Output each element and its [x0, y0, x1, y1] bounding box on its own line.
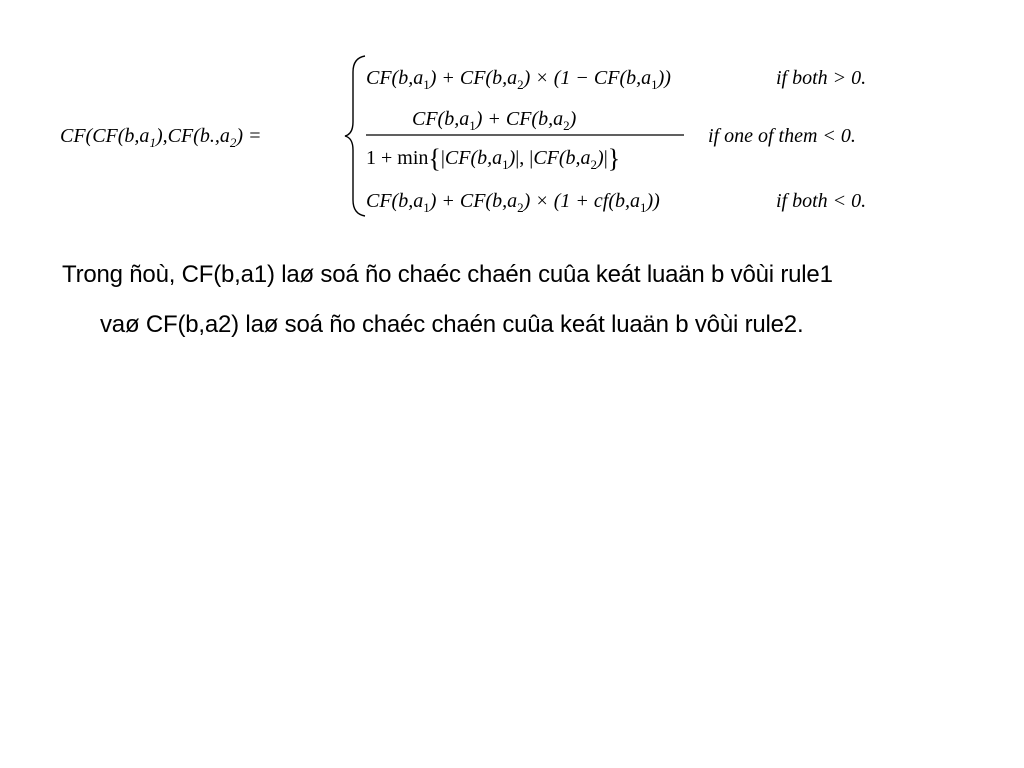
explanation-line-2: vaø CF(b,a2) laø soá ño chaéc chaén cuûa keát luaän b vôùi rule2.: [100, 311, 804, 338]
explanation-paragraph: [62, 250, 992, 350]
case1-expression: $CF(b,a_1) + CF(b,a_2) \times (1 - CF(b,a_1))$: [366, 67, 671, 92]
case3-condition: if both < 0.: [776, 190, 867, 212]
formula-lhs: $CF(CF(b,a_1),CF(b.,a_2)$ =: [60, 125, 262, 150]
case3-expression: $CF(b,a_1) + CF(b,a_2) \times (1 + cf(b,a_1))$: [366, 190, 660, 215]
case2-denominator: $1 + \min\{|CF(b,a_1)|$, $|CF(b,a_2)|$}: [366, 144, 621, 173]
case1-condition: if both > 0.: [776, 67, 867, 89]
cases-brace: [345, 56, 365, 216]
explanation-line-1: Trong ñoù, CF(b,a1) laø soá ño chaéc chaén cuûa keát luaän b vôùi rule1: [62, 261, 833, 288]
case2-numerator: $CF(b,a_1) + CF(b,a_2)$: [412, 108, 577, 133]
cf-combination-formula: [60, 50, 960, 220]
case2-condition: if one of them < 0.: [708, 125, 856, 147]
